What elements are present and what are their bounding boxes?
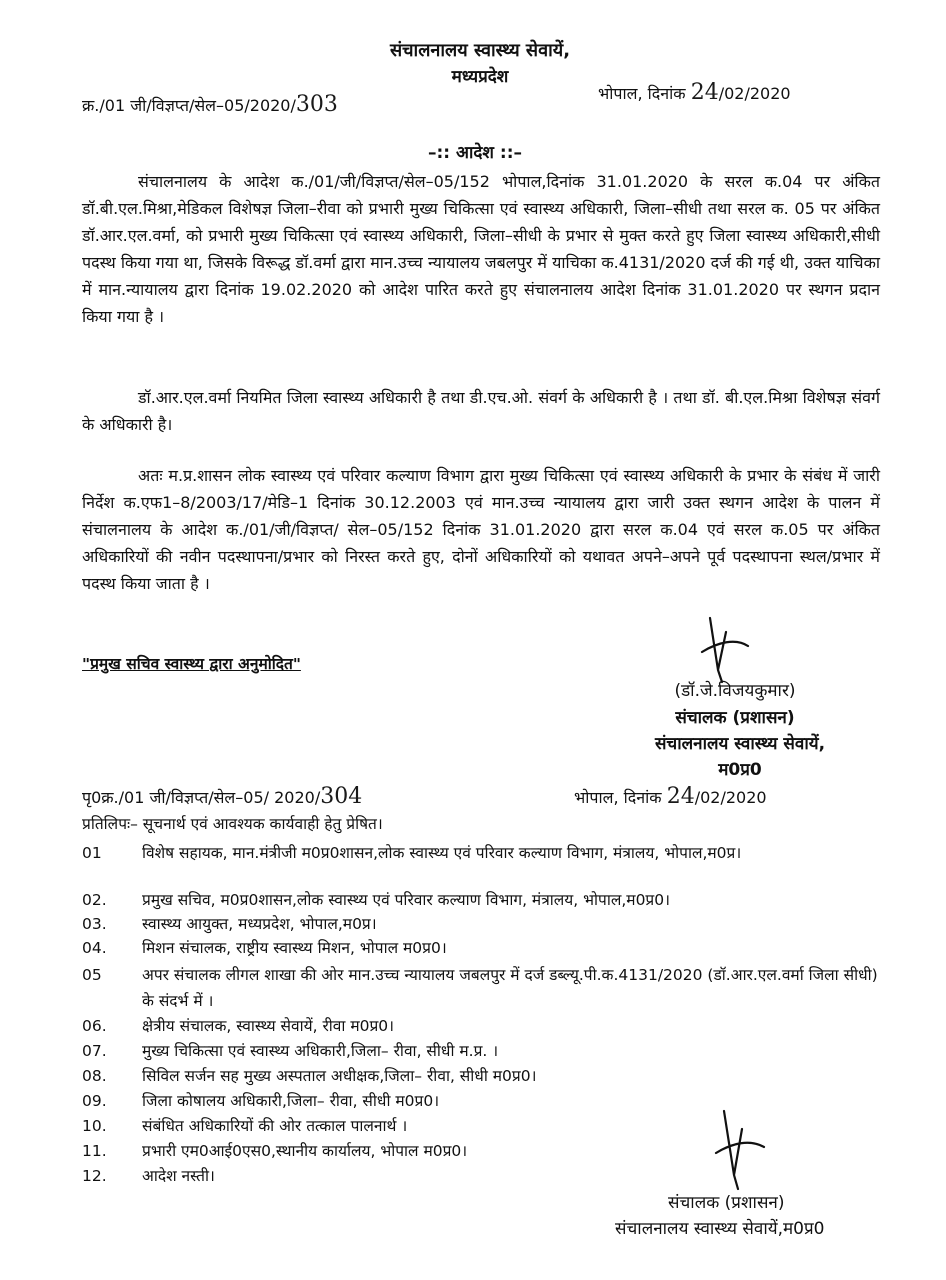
endorsement-reference-text: पृ0क्र./01 जी/विज्ञप्त/सेल–05/ 2020/	[82, 788, 321, 807]
list-item-text: सिविल सर्जन सह मुख्य अस्पताल अधीक्षक,जिला– रीवा, सीधी म0प्र0।	[142, 1067, 537, 1085]
reference-number	[82, 92, 338, 117]
list-item	[82, 840, 887, 892]
list-item-number: 02.	[82, 891, 107, 909]
list-item-text: जिला कोषालय अधिकारी,जिला– रीवा, सीधी म0प्र0।	[142, 1092, 440, 1110]
endorsement-date-rest: /02/2020	[694, 788, 767, 807]
order-paragraph-1: संचालनालय के आदेश क./01/जी/विज्ञप्त/सेल–05/152 भोपाल,दिनांक 31.01.2020 के सरल क.04 पर अंकित डॉ.बी.एल.मिश्रा,मेडिकल विशेषज्ञ जिला–रीवा को प्रभारी मुख्य चिकित्सा एवं स्वास्थ्य अधिकारी, जिला–सीधी तथा सरल क. 05 पर अंकित डॉ.आर.एल.वर्मा, को प्रभारी मुख्य चिकित्सा एवं स्वास्थ्य अधिकारी, जिला–सीधी के प्रभार से मुक्त करते हुए जिला स्वास्थ्य अधिकारी,सीधी पदस्थ किया गया था, जिसके विरूद्ध डॉ.वर्मा द्वारा मान.उच्च न्यायालय जबलपुर में याचिका क.4131/2020 दर्ज की गई थी, उक्त याचिका में मान.न्यायालय द्वारा दिनांक 19.02.2020 को आदेश पारित करते हुए संचालनालय आदेश दिनांक 31.01.2020 पर स्थगन प्रदान किया गया है ।	[82, 172, 880, 326]
list-item-text: क्षेत्रीय संचालक, स्वास्थ्य सेवायें, रीवा म0प्र0।	[142, 1017, 395, 1035]
endorsement-reference-number	[82, 784, 362, 809]
list-item-number: 11.	[82, 1142, 107, 1160]
signatory-state: म0प्र0	[718, 760, 762, 780]
list-item-text: संबंधित अधिकारियों की ओर तत्काल पालनार्थ ।	[142, 1117, 408, 1135]
list-item-text: प्रमुख सचिव, म0प्र0शासन,लोक स्वास्थ्य एवं परिवार कल्याण विभाग, मंत्रालय, भोपाल,म0प्र0।	[142, 891, 670, 909]
list-item-number: 12.	[82, 1167, 107, 1185]
handwritten-day: 24	[690, 80, 719, 105]
office-title: संचालनालय स्वास्थ्य सेवायें,	[389, 40, 571, 61]
list-item-text: विशेष सहायक, मान.मंत्रीजी म0प्र0शासन,लोक स्वास्थ्य एवं परिवार कल्याण विभाग, मंत्रालय, भोपाल,म0प्र।	[142, 844, 742, 862]
order-paragraph-3: अतः म.प्र.शासन लोक स्वास्थ्य एवं परिवार कल्याण विभाग द्वारा मुख्य चिकित्सा एवं स्वास्थ्य अधिकारी के प्रभार के संबंध में जारी निर्देश क.एफ1–8/2003/17/मेडि–1 दिनांक 30.12.2003 एवं मान.उच्च न्यायालय द्वारा जारी उक्त स्थगन आदेश के पालन में संचालनालय के आदेश क./01/जी/विज्ञप्त/ सेल–05/152 दिनांक 31.01.2020 द्वारा सरल क.04 एवं सरल क.05 पर अंकित अधिकारियों की नवीन पदस्थापना/प्रभार को निरस्त करते हुए, दोनों अधिकारियों को यथावत अपने–अपने पूर्व पदस्थापना स्थल/प्रभार में पदस्थ किया जाता है ।	[82, 466, 880, 593]
issue-date-rest: /02/2020	[718, 84, 791, 103]
list-item-number: 05	[82, 966, 102, 984]
office-state: मध्यप्रदेश	[451, 67, 509, 87]
signatory-office: संचालनालय स्वास्थ्य सेवायें,	[654, 734, 826, 754]
endorsement-date	[574, 784, 767, 809]
list-item-number: 10.	[82, 1117, 107, 1135]
reference-number-text: क्र./01 जी/विज्ञप्त/सेल–05/2020/	[82, 96, 296, 115]
handwritten-endorsement-day: 24	[666, 784, 695, 809]
handwritten-dispatch-number: 303	[295, 92, 338, 117]
list-item-text: स्वास्थ्य आयुक्त, मध्यप्रदेश, भोपाल,म0प्र।	[142, 915, 377, 933]
list-item-text: अपर संचालक लीगल शाखा की ओर मान.उच्च न्यायालय जबलपुर में दर्ज डब्ल्यू.पी.क.4131/2020 (डॉ.आर.एल.वर्मा जिला सीधी) के संदर्भ में ।	[142, 966, 878, 1010]
list-item-number: 08.	[82, 1067, 107, 1085]
list-item-text: मुख्य चिकित्सा एवं स्वास्थ्य अधिकारी,जिला– रीवा, सीधी म.प्र. ।	[142, 1042, 499, 1060]
list-item-number: 09.	[82, 1092, 107, 1110]
copy-intro: प्रतिलिपः– सूचनार्थ एवं आवश्यक कार्यवाही हेतु प्रेषित।	[82, 815, 383, 833]
list-item-text: प्रभारी एम0आई0एस0,स्थानीय कार्यालय, भोपाल म0प्र0।	[142, 1142, 468, 1160]
list-item-text: आदेश नस्ती।	[142, 1167, 215, 1185]
approval-note: "प्रमुख सचिव स्वास्थ्य द्वारा अनुमोदित"	[82, 655, 301, 673]
endorsement-signatory-designation: संचालक (प्रशासन)	[668, 1193, 785, 1213]
issue-date	[598, 80, 791, 105]
order-heading: –:: आदेश ::–	[428, 143, 522, 163]
signatory-name: (डॉ.जे.विजयकुमार)	[674, 681, 796, 701]
list-item-number: 04.	[82, 939, 107, 957]
list-item-number: 03.	[82, 915, 107, 933]
signature-2	[706, 1105, 776, 1195]
order-paragraph-2: डॉ.आर.एल.वर्मा नियमित जिला स्वास्थ्य अधिकारी है तथा डी.एच.ओ. संवर्ग के अधिकारी है । तथा डॉ. बी.एल.मिश्रा विशेषज्ञ संवर्ग के अधिकारी है।	[82, 388, 880, 434]
signatory-designation: संचालक (प्रशासन)	[675, 708, 795, 728]
list-item-number: 01	[82, 844, 102, 862]
endorsement-date-label: भोपाल, दिनांक	[574, 788, 662, 807]
list-item-number: 06.	[82, 1017, 107, 1035]
list-item-number: 07.	[82, 1042, 107, 1060]
handwritten-endorsement-number: 304	[320, 784, 363, 809]
endorsement-signatory-office: संचालनालय स्वास्थ्य सेवायें,म0प्र0	[615, 1219, 825, 1239]
issue-date-label: भोपाल, दिनांक	[598, 84, 686, 103]
list-item-text: मिशन संचालक, राष्ट्रीय स्वास्थ्य मिशन, भोपाल म0प्र0।	[142, 939, 447, 957]
